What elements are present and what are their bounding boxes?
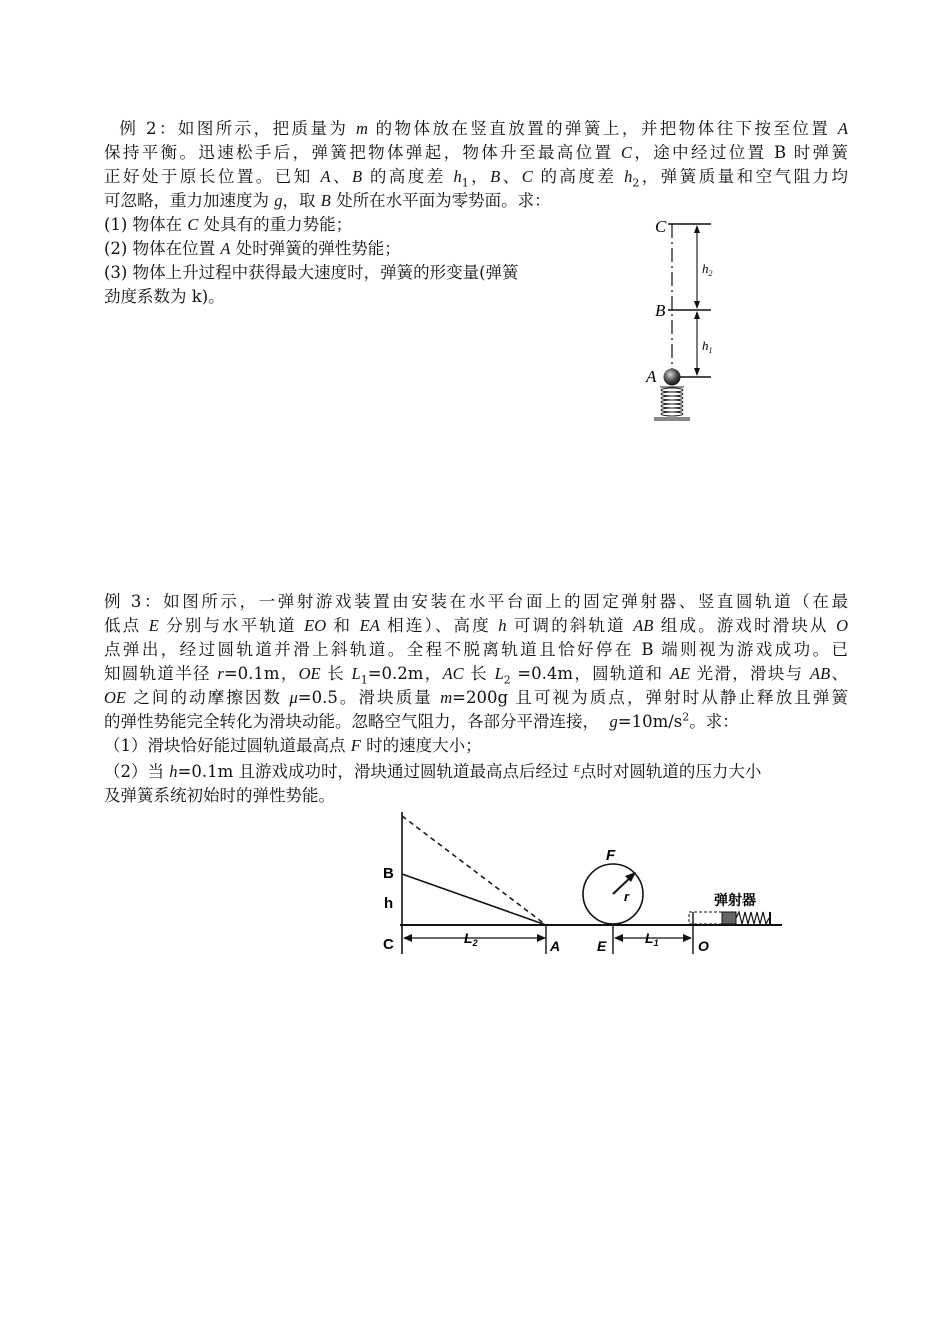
label-O: O <box>698 938 709 954</box>
var-B: B <box>490 167 501 186</box>
launcher-block-dashed <box>689 912 722 924</box>
var-C: C <box>521 167 533 186</box>
var-h2: h <box>624 167 633 186</box>
example3-line-6 <box>104 710 848 734</box>
var-h: h <box>498 616 507 635</box>
text-span: 处所在水平面为零势面。求： <box>330 191 551 210</box>
var-AE: AE <box>669 664 691 683</box>
example2-question-3: (3) 物体上升过程中获得最大速度时，弹簧的形变量(弹簧 <box>104 263 519 282</box>
text-span: 。求： <box>689 712 739 731</box>
var-m: m <box>440 688 453 707</box>
text-span: 相连）、高度 <box>379 616 499 635</box>
example3-question-2 <box>104 758 848 784</box>
example2-line-2 <box>104 141 848 165</box>
var-h: h <box>169 762 178 781</box>
var-OE: OE <box>298 664 321 683</box>
example3-line-2 <box>104 614 848 638</box>
text-span: 点时对圆轨道的压力大小 <box>579 762 762 781</box>
text-span: =0.1m 且游戏成功时，滑块通过圆轨道最高点后经过 <box>177 762 574 781</box>
label-B: B <box>383 865 394 882</box>
text-span: 组成。游戏时滑块从 <box>653 616 837 635</box>
text-span: 、 <box>830 664 848 683</box>
text-span: 分别与水平轨道 <box>158 616 305 635</box>
example2-question-1 <box>104 213 848 237</box>
spring <box>660 387 684 416</box>
label-r: r <box>624 889 630 904</box>
var-OE: OE <box>104 688 126 707</box>
arrow-up-h1 <box>694 311 700 319</box>
example2-problem <box>104 117 848 309</box>
example3-question-2-cont: 及弹簧系统初始时的弹性势能。 <box>104 786 335 805</box>
arrow-down-h2 <box>694 301 700 309</box>
var-r: r <box>217 664 224 683</box>
sub-2: 2 <box>632 176 640 190</box>
label-E: E <box>597 938 607 954</box>
text-span: 处具有的重力势能； <box>198 215 353 234</box>
text-span: 的物体放在竖直放置的弹簧上，并把物体往下按至位置 <box>375 119 831 138</box>
text-span: 处时弹簧的弹性势能； <box>230 239 401 258</box>
var-A: A <box>837 119 848 138</box>
text-span: (1) 物体在 <box>104 215 188 234</box>
example2-question-3-cont: 劲度系数为 k)。 <box>104 287 225 306</box>
var-EA: EA <box>359 616 380 635</box>
text-span: 如图所示，把质量为 <box>177 119 349 138</box>
sup-2: 2 <box>682 710 690 724</box>
var-L1: L <box>351 664 361 683</box>
var-g: g <box>609 712 618 731</box>
var-L2: L <box>494 664 504 683</box>
label-F: F <box>606 847 616 864</box>
label-B: B <box>655 301 666 320</box>
arrow-down-h1 <box>694 368 700 376</box>
sub-1: 1 <box>360 673 368 687</box>
label-C: C <box>655 217 667 236</box>
label-h2-sub: 2 <box>708 269 713 278</box>
example3-question-1 <box>104 734 848 758</box>
example2-line-1 <box>104 117 848 141</box>
example2-line-4 <box>104 189 848 213</box>
label-L1 <box>645 930 659 948</box>
label-L2-main: L <box>464 930 473 946</box>
text-span: ，弹簧质量和空气阻力均 <box>639 167 849 186</box>
text-span: （1）滑块恰好能过圆轨道最高点 <box>104 736 351 755</box>
example3-problem <box>104 590 848 808</box>
var-A: A <box>220 239 231 258</box>
text-span: （2）当 <box>104 762 170 781</box>
label-L2 <box>464 930 478 948</box>
example2-heading: 例 2： <box>119 119 178 138</box>
text-span: ，取 <box>282 191 321 210</box>
example3-line-3: 点弹出，经过圆轨道并滑上斜轨道。全程不脱离轨道且恰好停在 B 端则视为游戏成功。已 <box>104 640 848 659</box>
label-h: h <box>384 895 394 912</box>
var-EO: EO <box>304 616 327 635</box>
text-span: ，途中经过位置 B 时弹簧 <box>632 143 849 162</box>
label-L1-main: L <box>645 930 654 946</box>
arrow-right-L1 <box>683 934 692 942</box>
label-h1 <box>702 338 713 355</box>
text-span: =0.5。滑块质量 <box>297 688 441 707</box>
example3-line-4 <box>104 662 848 686</box>
var-C: C <box>621 143 633 162</box>
label-L1-sub: 1 <box>653 938 659 948</box>
text-span: 的弹性势能完全转化为滑块动能。忽略空气阻力，各部分平滑连接， <box>104 712 599 731</box>
text-span: 的高度差 <box>362 167 454 186</box>
var-B: B <box>320 191 331 210</box>
var-E-small: E <box>573 764 580 775</box>
var-mu: μ <box>289 688 298 707</box>
text-span: 、 <box>500 167 522 186</box>
text-span: =0.2m， <box>367 664 443 683</box>
text-span: 长 <box>320 664 352 683</box>
text-span: 时的速度大小； <box>360 736 482 755</box>
label-h1-sub: 1 <box>708 346 713 355</box>
incline-AB <box>402 874 546 925</box>
label-h1-main: h <box>702 338 709 353</box>
ball-object <box>664 369 681 386</box>
text-span: 可忽略，重力加速度为 <box>104 191 275 210</box>
label-L2-sub: 2 <box>472 938 478 948</box>
var-AB: AB <box>633 616 654 635</box>
text-span: 低点 <box>104 616 149 635</box>
text-span: 光滑，滑块与 <box>690 664 811 683</box>
launcher-spring <box>736 912 769 924</box>
var-A: A <box>320 167 331 186</box>
dashed-incline <box>402 816 546 925</box>
label-A: A <box>646 367 657 386</box>
text-span: 和 <box>326 616 360 635</box>
sub-1: 1 <box>461 176 469 190</box>
example2-question-2 <box>104 237 848 261</box>
var-m: m <box>356 119 368 138</box>
launcher-track-diagram <box>380 812 790 962</box>
arrow-up-h2 <box>694 225 700 233</box>
arrow-right-L2 <box>537 934 546 942</box>
text-span: 知圆轨道半径 <box>104 664 218 683</box>
var-h1: h <box>453 167 462 186</box>
var-AB: AB <box>810 664 831 683</box>
example3-line-1: 例 3：如图所示，一弹射游戏装置由安装在水平台面上的固定弹射器、竖直圆轨道（在最 <box>104 592 848 611</box>
text-span: ， <box>468 167 491 186</box>
sub-2: 2 <box>503 673 511 687</box>
example2-line-3 <box>104 165 848 189</box>
label-C: C <box>383 936 394 953</box>
text-span: =0.1m， <box>223 664 299 683</box>
var-AC: AC <box>442 664 464 683</box>
launcher-slider <box>722 912 736 924</box>
label-h2-main: h <box>702 261 709 276</box>
var-B: B <box>352 167 363 186</box>
var-g: g <box>274 191 283 210</box>
text-span: 的高度差 <box>532 167 625 186</box>
example3-line-5 <box>104 686 848 710</box>
text-span: 、 <box>330 167 353 186</box>
text-span: =10m/s <box>617 712 683 731</box>
text-span: 保持平衡。迅速松手后，弹簧把物体弹起，物体升至最高位置 <box>104 143 614 162</box>
spring-height-diagram <box>640 210 720 425</box>
var-E: E <box>148 616 159 635</box>
label-A: A <box>550 938 561 954</box>
arrow-left-L1 <box>614 934 623 942</box>
text-span: (2) 物体在位置 <box>104 239 221 258</box>
text-span: 正好处于原长位置。已知 <box>104 167 313 186</box>
arrow-left-L2 <box>403 934 412 942</box>
var-C: C <box>187 215 199 234</box>
var-F: F <box>350 736 361 755</box>
text-span: 可调的斜轨道 <box>506 616 634 635</box>
ground-base <box>654 417 690 421</box>
var-O: O <box>836 616 848 635</box>
text-span: 之间的动摩擦因数 <box>126 688 290 707</box>
text-span: =200g 且可视为质点，弹射时从静止释放且弹簧 <box>452 688 848 707</box>
text-span: =0.4m，圆轨道和 <box>510 664 670 683</box>
label-launcher: 弹射器 <box>714 892 756 908</box>
label-h2 <box>702 261 713 278</box>
text-span: 长 <box>463 664 495 683</box>
